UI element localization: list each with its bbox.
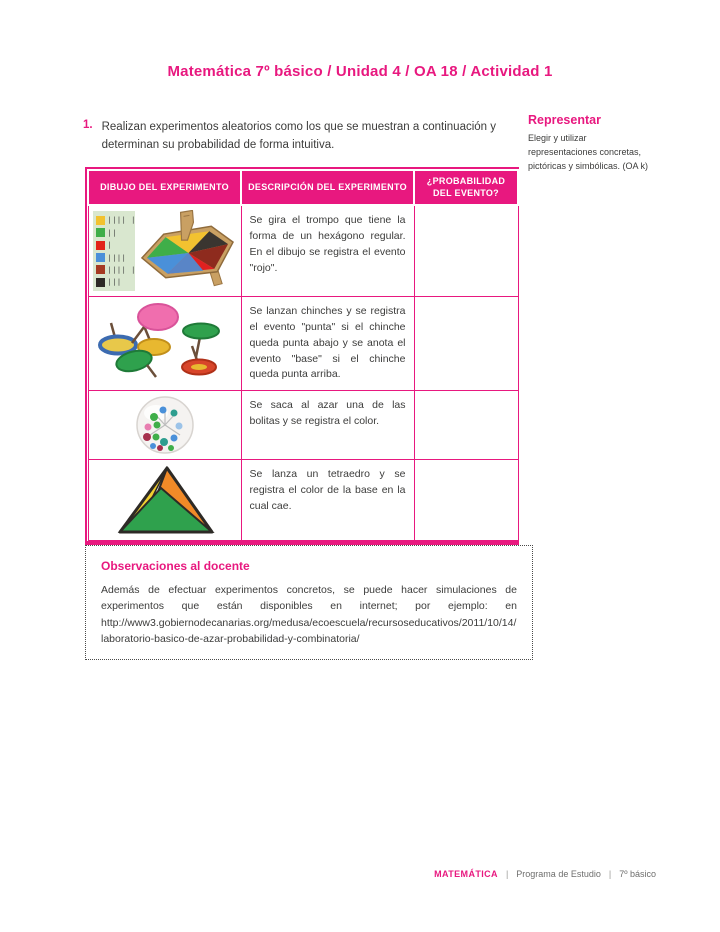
tally-marks: ||||	[107, 253, 127, 262]
footer-separator: |	[505, 869, 509, 879]
header-descripcion: DESCRIPCIÓN DEL EXPERIMENTO	[241, 170, 414, 205]
experiments-table	[85, 167, 519, 545]
probability-answer-cell	[414, 460, 518, 541]
observations-heading: Observaciones al docente	[101, 559, 250, 573]
probability-answer-cell	[414, 205, 518, 297]
chinches-icon	[94, 301, 236, 383]
description-trompo: Se gira el trompo que tiene la forma de un hexágono regular. En el dibujo se registra el evento "rojo".	[241, 205, 414, 297]
margin-note-body: Elegir y utilizar representaciones concretas, pictóricas y simbólicas. (OA k)	[528, 133, 649, 171]
tally-marks: |	[107, 241, 113, 250]
table-row	[88, 460, 518, 541]
tally-color-swatch	[96, 278, 105, 287]
bolitas-icon	[134, 395, 196, 455]
margin-note-heading: Representar	[528, 113, 601, 127]
description-tetraedro: Se lanza un tetraedro y se registra el color de la base en la cual cae.	[241, 460, 414, 541]
table-row	[88, 205, 518, 297]
page-title: Matemática 7º básico / Unidad 4 / OA 18 / Actividad 1	[167, 63, 553, 80]
trompo-illustration-cell	[88, 205, 241, 297]
table-row	[88, 297, 518, 391]
trompo-icon	[138, 210, 237, 292]
tally-marks: |||| |	[107, 216, 136, 225]
tally-color-swatch	[96, 216, 105, 225]
probability-answer-cell	[414, 297, 518, 391]
probability-answer-cell	[414, 391, 518, 460]
activity-instruction-text: Realizan experimentos aleatorios como los que se muestran a continuación y determinan su probabilidad de forma intuitiva.	[101, 121, 497, 151]
description-bolitas: Se saca al azar una de las bolitas y se registra el color.	[241, 391, 414, 460]
activity-number: 1.	[83, 119, 93, 131]
tally-chart	[93, 211, 135, 291]
footer-separator: |	[608, 869, 612, 879]
footer-subject: MATEMÁTICA	[434, 869, 498, 879]
tally-marks: |||	[107, 278, 122, 287]
header-probabilidad: ¿PROBABILIDAD DEL EVENTO?	[414, 170, 518, 205]
description-chinches: Se lanzan chinches y se registra el evento "punta" si el chinche queda punta abajo y se anota el evento "base" si el chinche queda punta arriba.	[241, 297, 414, 391]
observations-body: Además de efectuar experimentos concretos, se puede hacer simulaciones de experimentos que están disponibles en internet; por ejemplo: en http://www3.gobiernodecanarias.org/medusa/ecoescuela/recursoseducativos/2011/10/14/laboratorio-basico-de-azar-probabilidad-y-combinatoria/	[101, 584, 517, 645]
tetraedro-icon	[110, 464, 220, 536]
header-dibujo: DIBUJO DEL EXPERIMENTO	[88, 170, 241, 205]
teacher-observations-box	[85, 545, 533, 660]
table-header-row	[88, 170, 518, 205]
tally-color-swatch	[96, 241, 105, 250]
bolitas-illustration-cell	[88, 391, 241, 460]
chinches-illustration-cell	[88, 297, 241, 391]
tally-color-swatch	[96, 265, 105, 274]
footer-grade: 7º básico	[619, 869, 656, 879]
footer-program: Programa de Estudio	[516, 869, 601, 879]
tally-marks: ||	[107, 228, 117, 237]
tetraedro-illustration-cell	[88, 460, 241, 541]
tally-marks: |||| |	[107, 265, 136, 274]
margin-note	[528, 113, 658, 174]
table-row	[88, 391, 518, 460]
tally-color-swatch	[96, 253, 105, 262]
tally-color-swatch	[96, 228, 105, 237]
activity-instruction	[83, 119, 515, 155]
page-footer	[434, 869, 656, 879]
